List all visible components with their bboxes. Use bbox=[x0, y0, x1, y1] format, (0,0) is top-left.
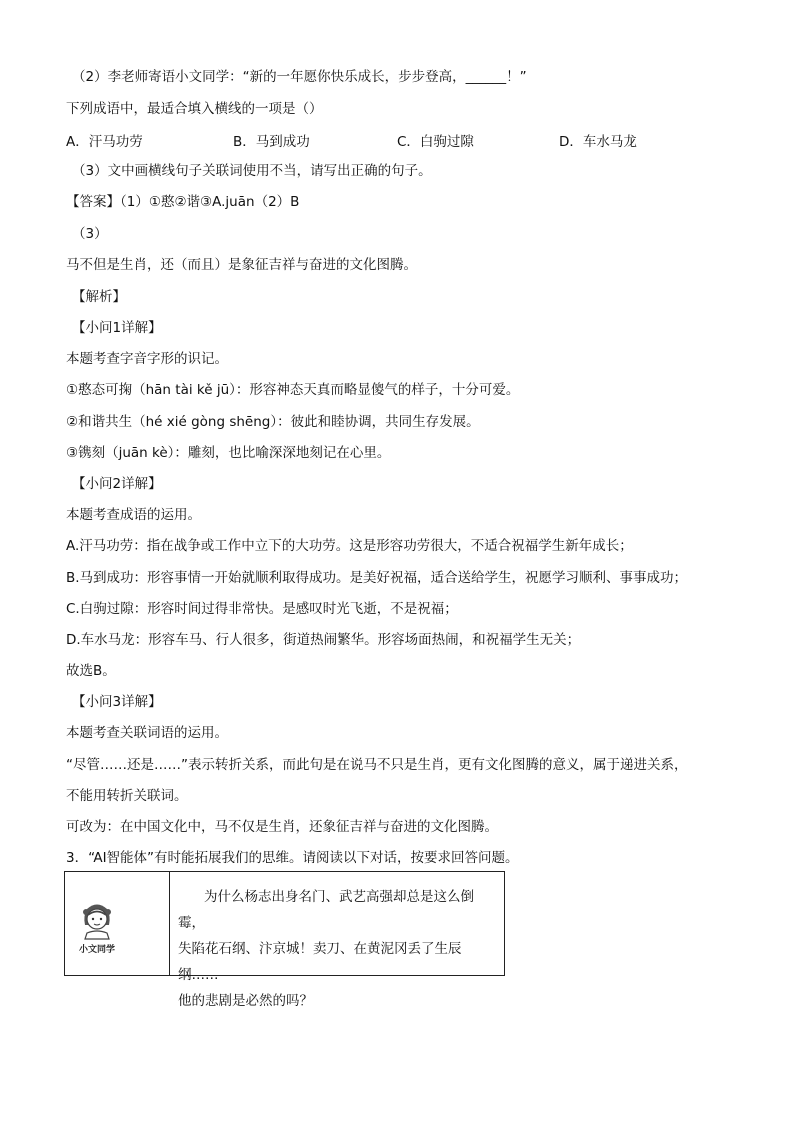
sub1-item-1: ①憨态可掬（hān tài kě jū）：形容神态天真而略显傻气的样子，十分可爱。 bbox=[66, 382, 520, 398]
sub2-option-c: C.白驹过隙：形容时间过得非常快。是感叹时光飞逝，不是祝福； bbox=[66, 601, 458, 617]
sub3-explanation-1: “尽管……还是……”表示转折关系，而此句是在说马不只是生肖，更有文化图腾的意义，属于递进关系， bbox=[66, 757, 688, 773]
q2-instruction: 下列成语中，最适合填入横线的一项是（） bbox=[66, 101, 323, 117]
option-d: D．车水马龙 bbox=[559, 134, 637, 150]
girl-avatar-icon bbox=[73, 899, 121, 957]
q2-options bbox=[66, 130, 746, 148]
answer-label: 【答案】 bbox=[66, 194, 120, 210]
sub2-conclusion: 故选B。 bbox=[66, 663, 116, 679]
sub3-correction: 可改为：在中国文化中，马不仅是生肖，还象征吉祥与奋进的文化图腾。 bbox=[66, 819, 498, 835]
sub1-heading: 【小问1详解】 bbox=[72, 320, 162, 336]
dialog-text bbox=[178, 884, 500, 1014]
sub2-intro: 本题考查成语的运用。 bbox=[66, 507, 201, 523]
dialog-line-3: 他的悲剧是必然的吗？ bbox=[178, 993, 313, 1009]
avatar-caption: 小文同学 bbox=[78, 945, 116, 955]
option-b: B．马到成功 bbox=[233, 134, 310, 150]
analysis-label: 【解析】 bbox=[72, 289, 126, 305]
answer-3-text: 马不但是生肖，还（而且）是象征吉祥与奋进的文化图腾。 bbox=[66, 257, 417, 273]
q3-prompt: （3）文中画横线句子关联词使用不当，请写出正确的句子。 bbox=[72, 163, 432, 179]
dialog-line-1: 为什么杨志出身名门、武艺高强却总是这么倒霉， bbox=[178, 889, 474, 931]
option-c: C．白驹过隙 bbox=[397, 134, 474, 150]
answer-text: （1）①憨②谐③A.juān（2）B bbox=[120, 194, 300, 210]
sub2-option-d: D.车水马龙：形容车马、行人很多，街道热闹繁华。形容场面热闹，和祝福学生无关； bbox=[66, 632, 581, 648]
sub3-heading: 【小问3详解】 bbox=[72, 694, 162, 710]
sub3-explanation-2: 不能用转折关联词。 bbox=[66, 788, 188, 804]
dialog-card bbox=[64, 871, 505, 1009]
sub1-intro: 本题考查字音字形的识记。 bbox=[66, 351, 228, 367]
sub1-item-3: ③镌刻（juān kè）：雕刻，也比喻深深地刻记在心里。 bbox=[66, 445, 391, 461]
sub3-intro: 本题考查关联词语的运用。 bbox=[66, 725, 228, 741]
answer-line bbox=[66, 193, 299, 211]
option-a: A．汗马功劳 bbox=[66, 134, 143, 150]
q2-prompt: （2）李老师寄语小文同学：“新的一年愿你快乐成长，步步登高，______！” bbox=[72, 69, 527, 85]
sub1-item-2: ②和谐共生（hé xié gòng shēng）：彼此和睦协调，共同生存发展。 bbox=[66, 414, 480, 430]
answer-3-number: （3） bbox=[72, 226, 108, 242]
sub2-option-b: B.马到成功：形容事情一开始就顺利取得成功。是美好祝福，适合送给学生，祝愿学习顺利、事事成功； bbox=[66, 570, 688, 586]
dialog-line-2: 失陷花石纲、汴京城！卖刀、在黄泥冈丢了生辰纲…… bbox=[178, 941, 462, 983]
sub2-option-a: A.汗马功劳：指在战争或工作中立下的大功劳。这是形容功劳很大，不适合祝福学生新年成长； bbox=[66, 538, 633, 554]
dialog-divider bbox=[169, 872, 170, 975]
sub2-heading: 【小问2详解】 bbox=[72, 476, 162, 492]
question-3-title: 3．“AI智能体”有时能拓展我们的思维。请阅读以下对话，按要求回答问题。 bbox=[66, 850, 519, 866]
